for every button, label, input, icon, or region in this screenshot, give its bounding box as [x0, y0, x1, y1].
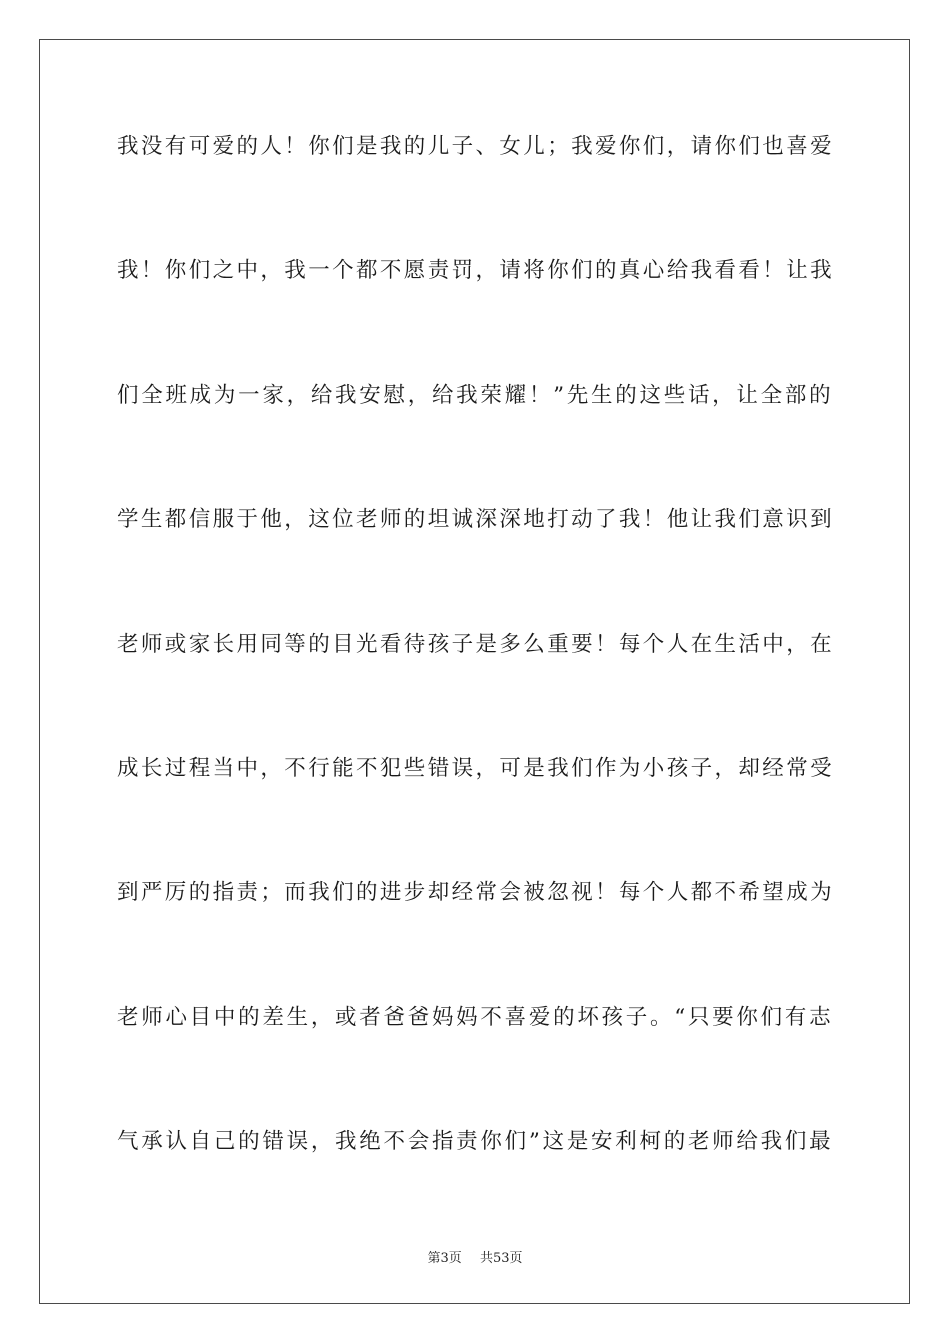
text-line: 气承认自己的错误，我绝不会指责你们”这是安利柯的老师给我们最	[117, 1129, 833, 1155]
page-number: 第3页	[427, 1251, 462, 1266]
text-line: 们全班成为一家，给我安慰，给我荣耀！”先生的这些话，让全部的	[117, 382, 833, 408]
body-text	[117, 127, 833, 1247]
text-line: 我！你们之中，我一个都不愿责罚，请将你们的真心给我看看！让我	[117, 258, 835, 284]
text-line: 成长过程当中，不行能不犯些错误，可是我们作为小孩子，却经常受	[117, 755, 835, 781]
text-line: 老师或家长用同等的目光看待孩子是多么重要！每个人在生活中，在	[117, 631, 835, 657]
text-line: 老师心目中的差生，或者爸爸妈妈不喜爱的坏孩子。“只要你们有志	[117, 1004, 833, 1030]
page-total: 共53页	[479, 1251, 523, 1266]
text-line: 到严厉的指责；而我们的进步却经常会被忽视！每个人都不希望成为	[117, 880, 835, 906]
page-footer	[0, 1247, 950, 1266]
text-line: 学生都信服于他，这位老师的坦诚深深地打动了我！他让我们意识到	[117, 507, 835, 533]
text-line: 我没有可爱的人！你们是我的儿子、女儿；我爱你们，请你们也喜爱	[117, 134, 835, 159]
